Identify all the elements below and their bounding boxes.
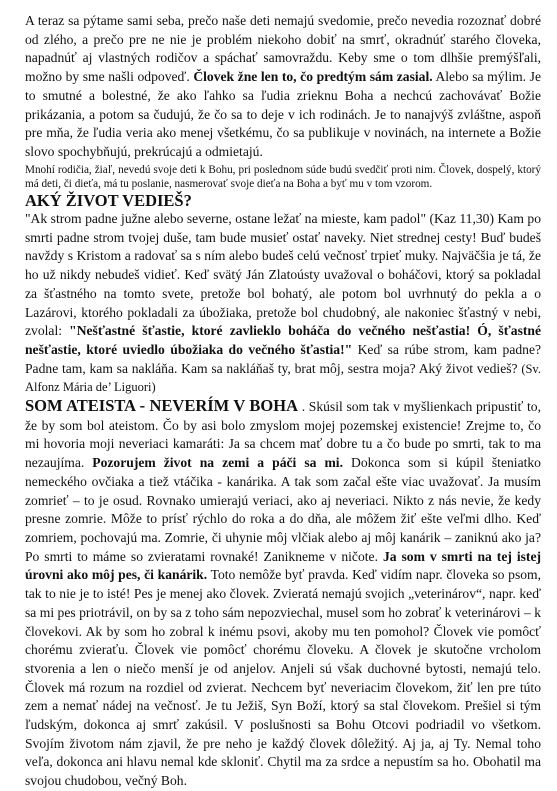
heading-aky-zivot: AKÝ ŽIVOT VEDIEŠ?: [25, 191, 192, 211]
small-note: Mnohí rodičia, žiaľ, nevedú svoje deti k Bohu, pri poslednom súde budú svedčiť proti nim. Človek, dospelý, ktorý má deti, či dieťa, má tu poslanie, nasmerovať svoje dieťa na Boha a byť mu v tom vzorom.: [25, 163, 541, 190]
atheist-text-2: Dokonca som si kúpil šteniatko nemeckého ovčiaka a tiež vtáčika - kanárika. A tak som začal ešte viac uvažovať. Ja musím zomrieť – to je osud. Rovnako umierajú veriaci, ako aj neveriaci. Nikto z nás nevie, že kedy presne zomrie. Môže to prísť rýchlo do roka a do dňa, ale môžem žiť ešte veľmi dlho. Keď zomriem, pochovajú ma. Zomrie, či uhynie môj vlčiak alebo aj môj kanárik – zaniknú ako ja? Po smrti to máme so zvieratami rovnaké! Zanikneme v ničote.: [25, 455, 541, 564]
attribution: (Sv. Alfonz Mária de’ Liguori): [25, 361, 541, 395]
atheist-text-1: . Skúsil som tak v myšlienkach pripustiť to, že by som bol ateistom. Čo by asi bolo zmyslom mojej pozemskej existencie! Zrejme to, čo mi hovoria moji neveriaci kamaráti: Ja sa chcem mať dobre tu a čo bude po smrti, tak to ma nezaujíma.: [25, 399, 541, 471]
atheist-paragraph: [25, 397, 541, 791]
intro-text-2: Alebo sa mýlim. Je to smutné a bolestné, že ako ľahko sa ľudia zrieknu Boha a nechcú zachovávať Božie prikázania, a potom sa čudujú, že čo sa to deje v ich rodinách. Je to nanajvýš zvláštne, aspoň pre mňa, že ľudia veria ako menej všetkému, čo sa publikuje v novinách, na internete a Božie slovo spochybňujú, prekrúcajú a odmietajú.: [25, 69, 541, 159]
heading-som-ateista: SOM ATEISTA - NEVERÍM V BOHA: [25, 396, 298, 416]
life-quote: "Nešťastné šťastie, ktoré zavlieklo boháča do večného nešťastia! Ó, šťastné nešťastie, ktoré uviedlo úbožiaka do večného šťastia!": [25, 323, 541, 357]
atheist-emphasis-1: Pozorujem život na zemi a páči sa mi.: [92, 455, 343, 471]
intro-emphasis: Človek žne len to, čo predtým sám zasial.: [193, 69, 433, 85]
life-text-2: Keď sa rúbe strom, kam padne? Padne tam, kam sa nakláňa. Kam sa nakláňaš ty, brat môj, sestra moja? Aký život vedieš?: [25, 341, 542, 376]
atheist-emphasis-2: Ja som v smrti na tej istej úrovni ako môj pes, či kanárik.: [25, 548, 542, 583]
intro-text-1: A teraz sa pýtame sami seba, prečo naše deti nemajú svedomie, prečo nevedia rozoznať dobré od zlého, a prečo pre ne nie je problém niekoho dobiť na smrť, okradnúť starého človeka, napadnúť aj vlastných rodičov a spáchať samovraždu. Keby sme o tom dlhšie premýšľali, možno by sme našli odpoveď.: [25, 13, 541, 85]
atheist-text-3: Toto nemôže byť pravda. Keď vidím napr. človeka so psom, tak to nie je to isté! Pes je menej ako človek. Zvieratá nemajú svojich „veterinárov“, napr. keď sa mi pes priotrávil, on by sa z toho sám nepozviechal, musel som ho zobrať k veterinárovi – k človekovi. Ak by som ho zobral k inému psovi, akoby mu ten pomohol? Človek vie pomôcť chorému zvieraťu. Človek vie pomôcť chorému človeku. A človek je skutočne vrcholom stvorenia a len o niečo menší je od anjelov. Anjeli sú však duchovné bytosti, nemajú telo. Človek má rozum na rozdiel od zvierat. Nechcem byť neveriacim človekom, žiť len pre túto zem a nemať nádej na večnosť. Je tu Ježiš, Syn Boží, ktorý sa stal človekom. Prešiel si tým ľudským, dokonca aj smrť zakúsil. V poslušnosti sa Bohu Otcovi podriadil vo všetkom. Svojím životom nám zjavil, že pre neho je každý človek dôležitý. Aj ja, aj Ty. Nemal toho veľa, dokonca ani hlavu nemal kde skloniť. Chytil ma za srdce a nepustím sa ho. Obohatil ma svojou chudobou, večný Boh.: [25, 567, 541, 789]
life-text-1: "Ak strom padne južne alebo severne, ostane ležať na mieste, kam padol" (Kaz 11,30) Kam po smrti padne strom tvojej duše, tam bude musieť ostať naveky. Niet strednej cesty! Buď budeš navždy s Kristom a radovať sa s ním alebo budeš celú večnosť trpieť muky. Najväčšia je tá, že ho už nikdy nebudeš vidieť. Keď svätý Ján Zlatoústy uvažoval o boháčovi, ktorý sa pokladal za šťastného na tomto svete, pretože bol bohatý, ale potom bol uvrhnutý do pekla a o Lazárovi, ktorého pokladali za úbožiaka, pretože bol chudobný, ale nakoniec šťastný v nebi, zvolal:: [25, 211, 541, 339]
document-page: [25, 12, 541, 791]
life-paragraph: [25, 210, 541, 397]
intro-paragraph: [25, 12, 541, 162]
